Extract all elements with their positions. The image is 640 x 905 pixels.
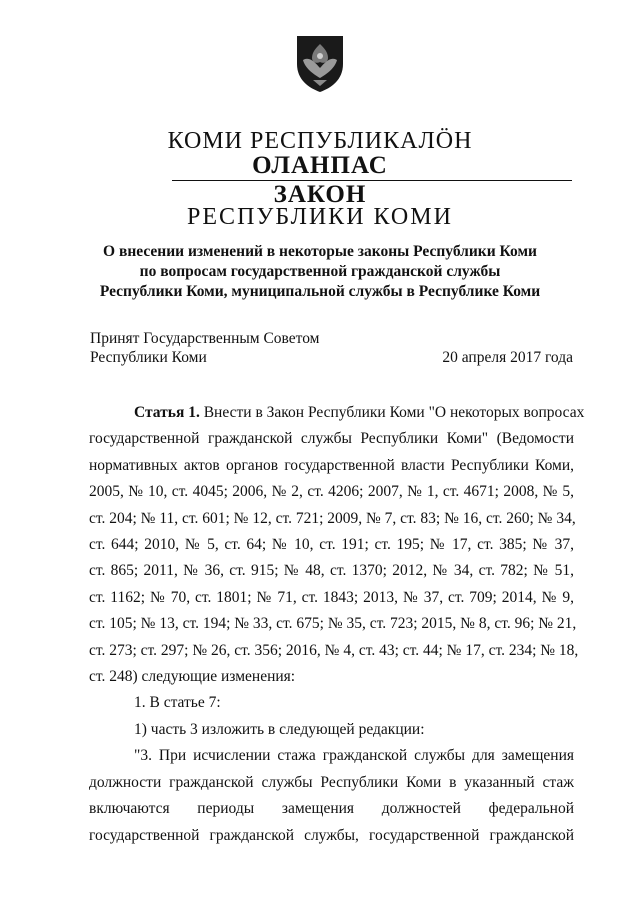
document-subtitle: РЕСПУБЛИКИ КОМИ <box>187 204 453 230</box>
article-1-line: ст. 1162; № 70, ст. 1801; № 71, ст. 1843; 2013, № 37, ст. 709; 2014, № 9, <box>89 588 574 606</box>
article-1-line: Статья 1. Внести в Закон Республики Коми "О некоторых вопросах <box>134 404 585 421</box>
quoted-line: государственной гражданской службы, государственной гражданской <box>89 826 574 844</box>
subject-line-2: по вопросам государственной гражданской службы <box>139 263 501 280</box>
subject-line-3: Республики Коми, муниципальной службы в Республике Коми <box>99 283 541 300</box>
article-1-line: ст. 865; 2011, № 36, ст. 915; № 48, ст. 1370; 2012, № 34, ст. 782; № 51, <box>89 562 574 580</box>
komi-language-subtitle: ОЛАНПАС <box>252 152 388 179</box>
article-1-line: ст. 105; № 13, ст. 194; № 33, ст. 675; № 35, ст. 723; 2015, № 8, ст. 96; № 21, <box>89 615 577 633</box>
subject-line-1: О внесении изменений в некоторые законы Республики Коми <box>103 243 537 260</box>
quoted-line: "3. При исчислении стажа гражданской службы для замещения <box>134 747 574 765</box>
article-1-line: ст. 273; ст. 297; № 26, ст. 356; 2016, № 4, ст. 43; ст. 44; № 17, ст. 234; № 18, <box>89 641 579 659</box>
article-1-line: ст. 204; № 11, ст. 601; № 12, ст. 721; 2009, № 7, ст. 83; № 16, ст. 260; № 34, <box>89 509 576 527</box>
item-1-subitem-1: 1) часть 3 изложить в следующей редакции: <box>134 720 425 738</box>
article-1-paragraph <box>89 400 585 690</box>
adoption-line-2: Республики Коми <box>90 349 207 366</box>
document-title: ЗАКОН <box>273 181 367 208</box>
article-1-line: ст. 644; 2010, № 5, ст. 64; № 10, ст. 191; ст. 195; № 17, ст. 385; № 37, <box>89 536 574 554</box>
quoted-line: должности гражданской службы Республики Коми в указанный стаж <box>89 773 574 791</box>
komi-language-title: КОМИ РЕСПУБЛИКАЛÖН <box>167 128 473 154</box>
article-1-body <box>89 400 585 849</box>
quoted-text <box>89 743 574 849</box>
article-1-line: ст. 248) следующие изменения: <box>89 668 296 686</box>
quoted-line: включаются периоды замещения должностей федеральной <box>89 800 574 818</box>
article-1-heading: Статья 1. <box>134 404 200 421</box>
article-1-line: государственной гражданской службы Республики Коми" (Ведомости <box>89 430 574 448</box>
komi-coat-of-arms-icon <box>293 34 347 94</box>
adoption-line-1: Принят Государственным Советом <box>90 330 320 347</box>
item-1: 1. В статье 7: <box>134 694 221 712</box>
article-1-line: нормативных актов органов государственной власти Республики Коми, <box>89 456 574 474</box>
adoption-date: 20 апреля 2017 года <box>442 349 573 366</box>
article-1-line: 2005, № 10, ст. 4045; 2006, № 2, ст. 4206; 2007, № 1, ст. 4671; 2008, № 5, <box>89 483 574 501</box>
